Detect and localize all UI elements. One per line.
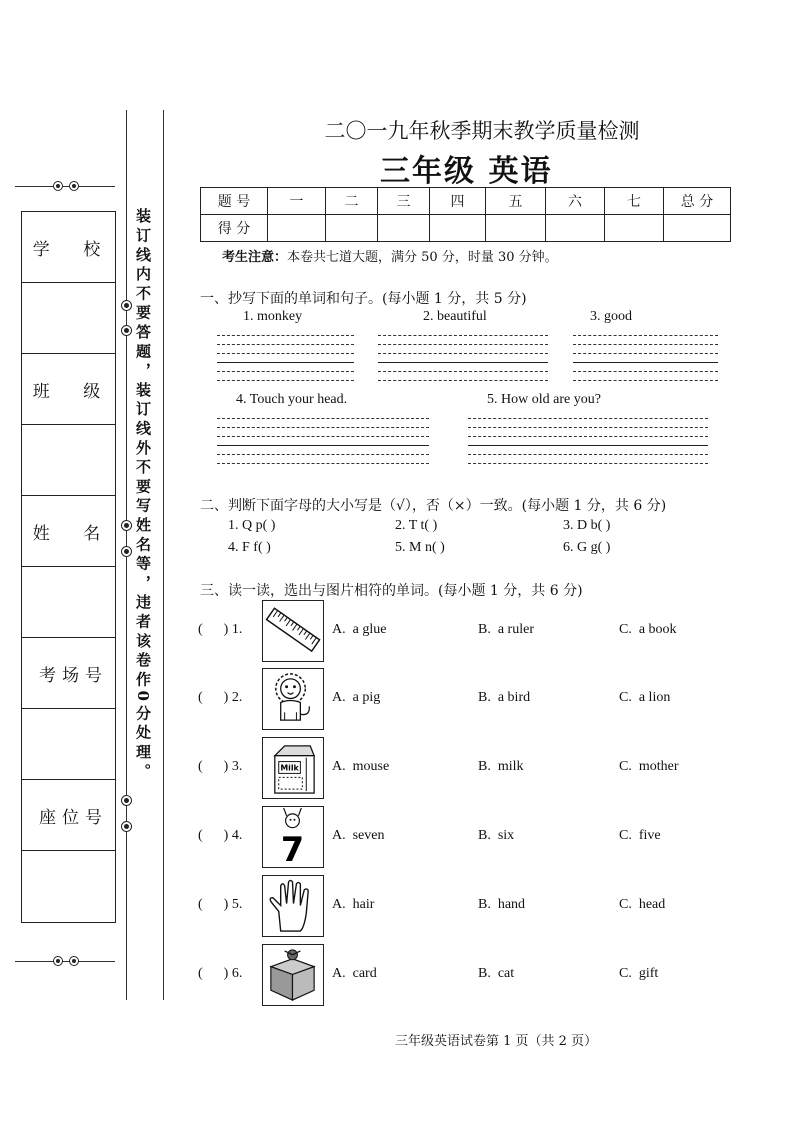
writing-lines[interactable] <box>573 335 718 381</box>
decorative-circles-top <box>15 180 115 192</box>
picture-question-1 <box>198 600 758 664</box>
letter-judge-4[interactable]: 4. F f( ) <box>228 540 271 555</box>
score-header-cell: 二 <box>326 188 378 215</box>
seven-digit: 7 <box>280 830 305 866</box>
copy-word-1: 1. monkey <box>243 309 303 324</box>
decorative-circles-bottom <box>15 955 115 967</box>
section2-title: 二、判断下面字母的大小写是（√），否（×）一致。(每小题 1 分，共 6 分) <box>200 498 667 514</box>
writing-lines[interactable] <box>217 335 354 381</box>
option-a: A. a pig <box>332 690 381 705</box>
binding-hole-icon <box>121 520 132 531</box>
letter-judge-2[interactable]: 2. T t( ) <box>395 518 438 533</box>
ruler-image <box>262 600 324 662</box>
score-table <box>200 187 731 242</box>
option-c: C. a lion <box>619 690 671 705</box>
option-c: C. a book <box>619 622 677 637</box>
letter-judge-1[interactable]: 1. Q p( ) <box>228 518 276 533</box>
milk-label: Milk <box>280 763 299 773</box>
margin-line <box>163 110 164 1000</box>
score-input-cell[interactable] <box>546 215 605 242</box>
answer-bracket[interactable]: ( ) 3. <box>198 759 243 774</box>
milk-carton-image <box>262 737 324 799</box>
option-c: C. mother <box>619 759 679 774</box>
seat-number-field[interactable] <box>22 851 115 922</box>
name-label: 姓 名 <box>22 496 115 567</box>
writing-lines[interactable] <box>378 335 548 381</box>
number-seven-image <box>262 806 324 868</box>
exam-notice <box>222 246 558 265</box>
score-header-cell: 七 <box>605 188 664 215</box>
binding-hole-icon <box>121 821 132 832</box>
binding-hole-icon <box>121 325 132 336</box>
exam-title: 二〇一九年秋季期末教学质量检测 <box>324 119 640 143</box>
answer-bracket[interactable]: ( ) 4. <box>198 828 243 843</box>
binding-hole-icon <box>121 795 132 806</box>
option-c: C. five <box>619 828 661 843</box>
option-a: A. hair <box>332 897 375 912</box>
letter-judge-5[interactable]: 5. M n( ) <box>395 540 445 555</box>
option-a: A. card <box>332 966 377 981</box>
score-header-cell: 总 分 <box>664 188 731 215</box>
name-field[interactable] <box>22 567 115 638</box>
copy-sentence-5: 5. How old are you? <box>487 392 601 407</box>
letter-judge-3[interactable]: 3. D b( ) <box>563 518 611 533</box>
answer-bracket[interactable]: ( ) 1. <box>198 622 243 637</box>
binding-hole-icon <box>121 546 132 557</box>
option-b: B. hand <box>478 897 526 912</box>
score-header-cell: 五 <box>486 188 546 215</box>
section1-title: 一、抄写下面的单词和句子。(每小题 1 分，共 5 分) <box>200 291 527 307</box>
school-label: 学 校 <box>22 212 115 283</box>
option-b: B. cat <box>478 966 515 981</box>
exam-room-label: 考场号 <box>22 638 115 709</box>
score-header-cell: 题 号 <box>201 188 268 215</box>
option-a: A. seven <box>332 828 385 843</box>
option-a: A. mouse <box>332 759 390 774</box>
copy-sentence-4: 4. Touch your head. <box>236 392 348 407</box>
notice-label: 考生注意： <box>222 250 288 265</box>
notice-text: 本卷共七道大题，满分 50 分，时量 30 分钟。 <box>287 250 558 265</box>
copy-word-2: 2. beautiful <box>423 309 487 324</box>
writing-lines[interactable] <box>217 418 429 464</box>
picture-question-5 <box>198 875 758 939</box>
score-header-cell: 六 <box>546 188 605 215</box>
option-a: A. a glue <box>332 622 387 637</box>
section3-title: 三、读一读，选出与图片相符的单词。(每小题 1 分，共 6 分) <box>200 583 583 599</box>
binding-notice: 装订线内不要答题，装订线外不要写姓名等，违者该卷作0分处理。 <box>134 208 152 783</box>
picture-question-4 <box>198 806 758 870</box>
option-b: B. six <box>478 828 515 843</box>
writing-lines[interactable] <box>468 418 708 464</box>
binding-hole-icon <box>121 300 132 311</box>
picture-question-2 <box>198 668 758 732</box>
school-field[interactable] <box>22 283 115 354</box>
score-input-cell[interactable] <box>430 215 486 242</box>
option-b: B. milk <box>478 759 524 774</box>
exam-subtitle: 三年级 英语 <box>380 154 553 189</box>
lion-image <box>262 668 324 730</box>
score-input-cell[interactable] <box>664 215 731 242</box>
binding-column <box>0 0 170 1122</box>
letter-judge-6[interactable]: 6. G g( ) <box>563 540 611 555</box>
class-label: 班 级 <box>22 354 115 425</box>
answer-bracket[interactable]: ( ) 2. <box>198 690 243 705</box>
option-c: C. gift <box>619 966 659 981</box>
gift-box-image <box>262 944 324 1006</box>
page-footer: 三年级英语试卷第 1 页（共 2 页） <box>395 1034 598 1049</box>
score-row-label: 得 分 <box>201 215 268 242</box>
score-header-cell: 四 <box>430 188 486 215</box>
option-b: B. a bird <box>478 690 531 705</box>
class-field[interactable] <box>22 425 115 496</box>
student-info-table <box>21 211 116 923</box>
score-input-cell[interactable] <box>268 215 326 242</box>
answer-bracket[interactable]: ( ) 6. <box>198 966 243 981</box>
option-c: C. head <box>619 897 666 912</box>
picture-question-6 <box>198 944 758 1008</box>
exam-room-field[interactable] <box>22 709 115 780</box>
seat-number-label: 座位号 <box>22 780 115 851</box>
picture-question-3 <box>198 737 758 801</box>
copy-word-3: 3. good <box>590 309 632 324</box>
answer-bracket[interactable]: ( ) 5. <box>198 897 243 912</box>
score-input-cell[interactable] <box>326 215 378 242</box>
score-header-cell: 三 <box>378 188 430 215</box>
score-input-cell[interactable] <box>486 215 546 242</box>
score-input-cell[interactable] <box>605 215 664 242</box>
option-b: B. a ruler <box>478 622 534 637</box>
score-input-cell[interactable] <box>378 215 430 242</box>
score-header-cell: 一 <box>268 188 326 215</box>
hand-image <box>262 875 324 937</box>
